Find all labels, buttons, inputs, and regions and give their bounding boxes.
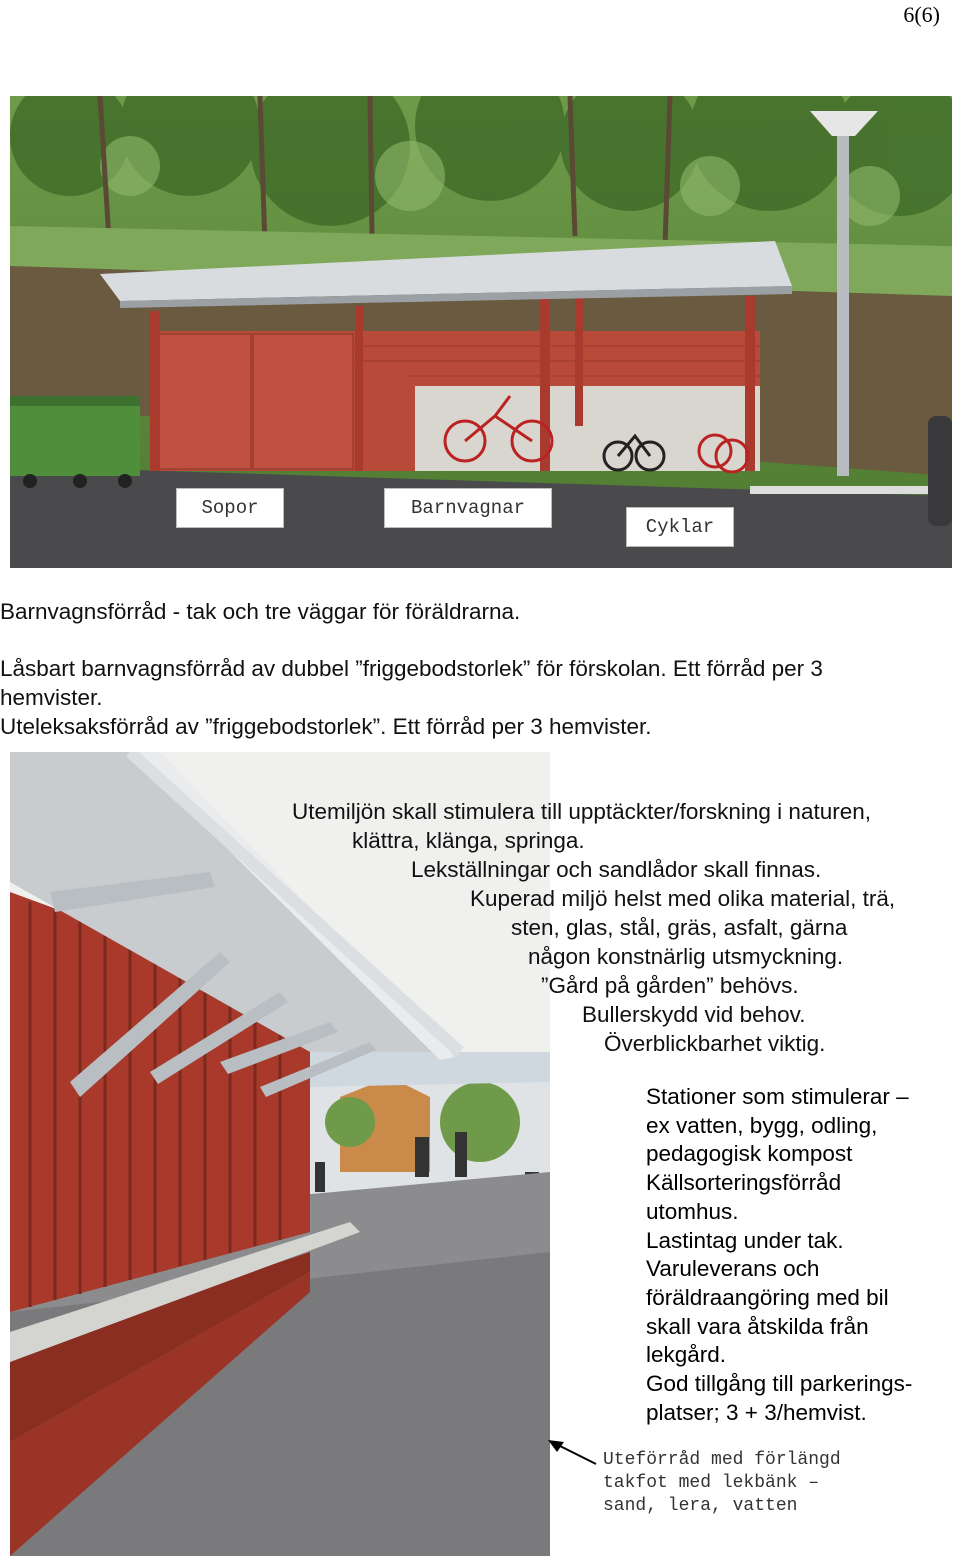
requirement-line: ”Gård på gården” behövs. bbox=[541, 973, 799, 998]
label-barnvagnar: Barnvagnar bbox=[384, 488, 552, 528]
requirements-block bbox=[270, 797, 960, 1057]
caption-line: Uteförråd med förlängd bbox=[603, 1450, 841, 1470]
arrow-icon bbox=[544, 1436, 604, 1470]
stations-line: utomhus. bbox=[646, 1198, 739, 1224]
stations-line: Lastintag under tak. bbox=[646, 1227, 844, 1253]
stations-list bbox=[646, 1083, 956, 1427]
paragraph-lockable-storage-line2: hemvister. bbox=[0, 685, 103, 710]
requirement-line: Kuperad miljö helst med olika material, trä, bbox=[470, 886, 896, 911]
caption-line: sand, lera, vatten bbox=[603, 1496, 798, 1516]
requirement-line: sten, glas, stål, gräs, asfalt, gärna bbox=[511, 915, 848, 940]
stations-line: föräldraangöring med bil bbox=[646, 1284, 889, 1310]
label-cyklar: Cyklar bbox=[626, 507, 734, 547]
stations-line: Varuleverans och bbox=[646, 1256, 820, 1282]
stations-line: lekgård. bbox=[646, 1342, 727, 1368]
requirement-line: Utemiljön skall stimulera till upptäckter/forskning i naturen, bbox=[292, 799, 871, 824]
requirement-line: Bullerskydd vid behov. bbox=[582, 1002, 806, 1027]
stations-line: platser; 3 + 3/hemvist. bbox=[646, 1399, 867, 1425]
page-number: 6(6) bbox=[903, 2, 940, 27]
stations-line: skall vara åtskilda från bbox=[646, 1313, 869, 1339]
caption-line: takfot med lekbänk – bbox=[603, 1473, 820, 1493]
stations-line: Källsorteringsförråd bbox=[646, 1170, 842, 1196]
label-sopor: Sopor bbox=[176, 488, 284, 528]
photo-caption bbox=[603, 1449, 841, 1518]
stations-line: God tillgång till parkerings- bbox=[646, 1371, 913, 1397]
paragraph-lockable-storage-line1: Låsbart barnvagnsförråd av dubbel ”friggebodstorlek” för förskolan. Ett förråd per 3 bbox=[0, 656, 823, 681]
photo-storage-shed bbox=[10, 96, 952, 568]
requirement-line: Lekställningar och sandlådor skall finnas. bbox=[411, 857, 822, 882]
paragraph-stroller-storage: Barnvagnsförråd - tak och tre väggar för föräldrarna. bbox=[0, 599, 521, 624]
stations-line: pedagogisk kompost bbox=[646, 1141, 853, 1167]
paragraph-toy-storage: Uteleksaksförråd av ”friggebodstorlek”. Ett förråd per 3 hemvister. bbox=[0, 714, 652, 739]
stations-line: ex vatten, bygg, odling, bbox=[646, 1112, 878, 1138]
requirement-line: någon konstnärlig utsmyckning. bbox=[528, 944, 844, 969]
requirement-line: klättra, klänga, springa. bbox=[352, 828, 585, 853]
requirement-line: Överblickbarhet viktig. bbox=[604, 1031, 826, 1056]
stations-line: Stationer som stimulerar – bbox=[646, 1084, 909, 1109]
